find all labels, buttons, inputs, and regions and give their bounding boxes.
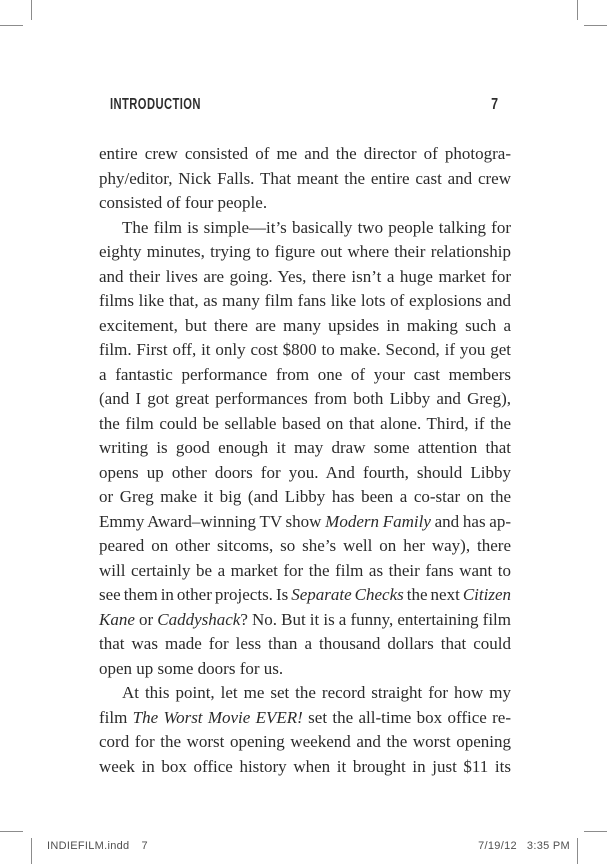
text-line: eighty minutes, trying to figure out where their relationship	[99, 242, 511, 261]
text-line: film The Worst Movie EVER! set the all-time box office re-	[99, 707, 511, 727]
text-line: will certainly be a market for the film as their fans want to	[99, 560, 511, 580]
slug-time: 3:35 PM	[526, 840, 570, 852]
text-line: writing is good enough it may draw some attention that	[99, 438, 511, 457]
crop-mark-bottom-left-vertical	[31, 838, 32, 864]
text-line: see them in other projects. Is Separate Checks the next Citizen	[99, 585, 511, 604]
text-block	[99, 142, 511, 779]
page-number: 7	[490, 96, 498, 113]
text-line: Kane or Caddyshack? No. But it is a funny, entertaining film	[99, 609, 511, 629]
crop-mark-top-left-horizontal	[0, 25, 23, 26]
text-line: that was made for less than a thousand dollars that could	[99, 634, 511, 653]
running-head-title: INTRODUCTION	[110, 96, 201, 113]
text-line: cord for the worst opening weekend and the worst opening	[99, 732, 511, 751]
slug-right	[478, 840, 570, 852]
slug-page-indicator: 7	[141, 840, 148, 852]
crop-mark-bottom-right-horizontal	[584, 831, 607, 832]
text-line: The film is simple—it’s basically two people talking for	[122, 217, 511, 237]
text-line: or Greg make it big (and Libby has been a co-star on the	[99, 487, 511, 506]
crop-mark-bottom-left-horizontal	[0, 831, 23, 832]
text-line: (and I got great performances from both Libby and Greg),	[99, 389, 511, 408]
slug-left	[47, 840, 148, 852]
slug-date: 7/19/12	[478, 840, 517, 852]
crop-mark-bottom-right-vertical	[577, 838, 578, 864]
text-line: open up some doors for us.	[99, 658, 284, 678]
running-header	[99, 96, 511, 114]
crop-mark-top-right-horizontal	[584, 25, 607, 26]
text-line: phy/editor, Nick Falls. That meant the entire cast and crew	[99, 168, 511, 188]
crop-mark-top-left-vertical	[31, 0, 32, 20]
text-line: opens up other doors for you. And fourth, should Libby	[99, 462, 511, 482]
text-line: entire crew consisted of me and the director of photogra-	[99, 144, 511, 163]
text-line: Emmy Award–winning TV show Modern Family and has ap-	[99, 511, 511, 531]
crop-mark-top-right-vertical	[577, 0, 578, 20]
text-line: film. First off, it only cost $800 to make. Second, if you get	[99, 340, 511, 359]
text-line: the film could be sellable based on that alone. Third, if the	[99, 413, 511, 433]
text-line: excitement, but there are many upsides in making such a	[99, 315, 511, 335]
text-line: consisted of four people.	[99, 193, 268, 212]
text-line: a fantastic performance from one of your cast members	[99, 364, 511, 384]
text-line: and their lives are going. Yes, there isn’t a huge market for	[99, 266, 511, 286]
text-line: week in box office history when it brought in just $11 its	[99, 756, 511, 776]
text-line: films like that, as many film fans like lots of explosions and	[99, 291, 511, 310]
slug-file-name: INDIEFILM.indd	[47, 840, 130, 852]
text-line: peared on other sitcoms, so she’s well on her way), there	[99, 536, 511, 555]
text-line: At this point, let me set the record straight for how my	[122, 683, 511, 702]
